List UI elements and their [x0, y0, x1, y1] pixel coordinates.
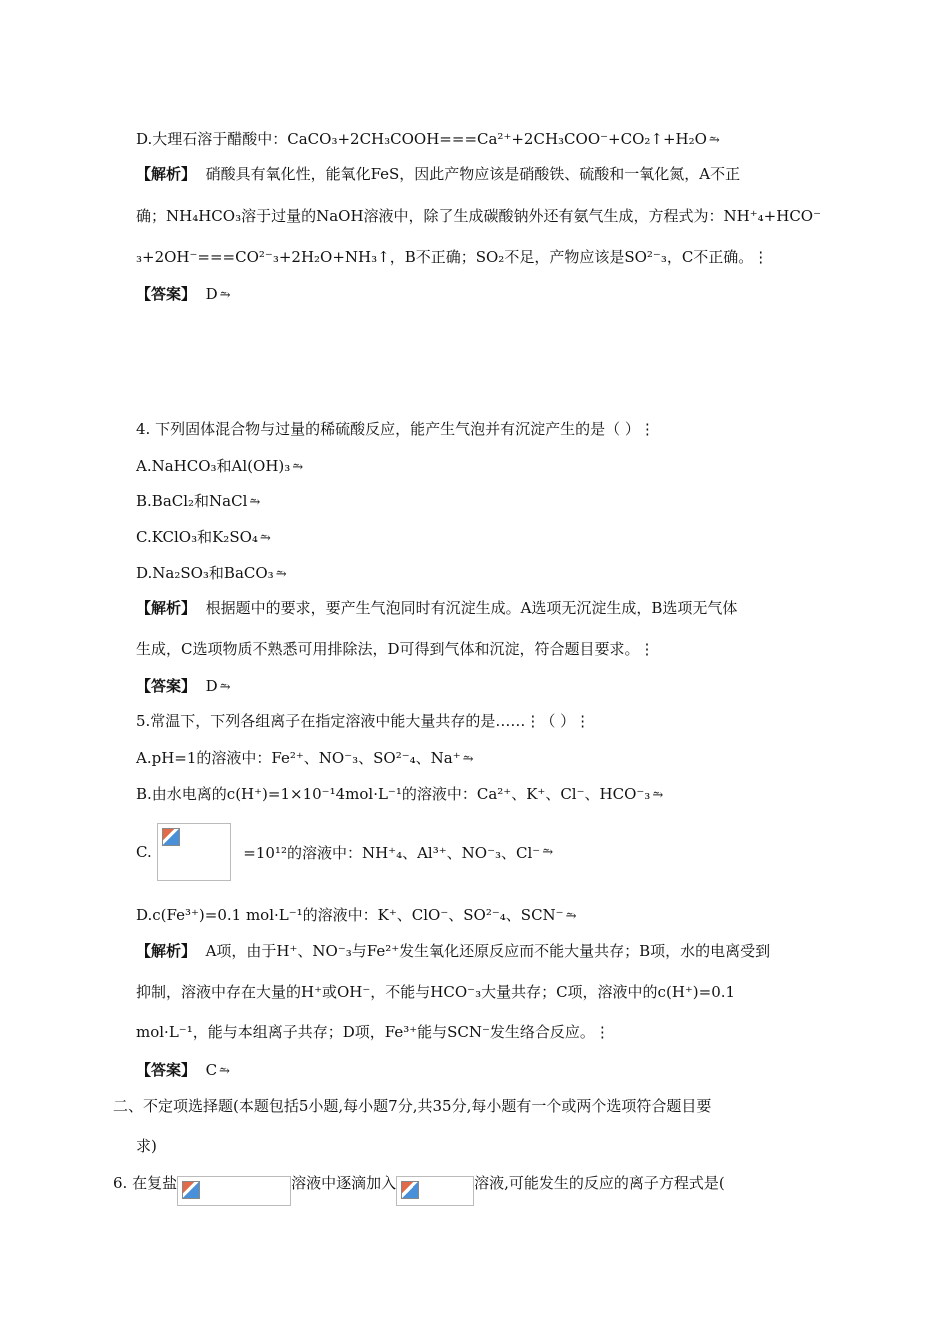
paragraph-mark-icon: ⥲: [249, 495, 261, 510]
paragraph-mark-icon: ⥲: [565, 909, 577, 924]
q4-option-c: C.KClO₃和K₂SO₄ ⥲: [136, 528, 271, 546]
q4-answer: 【答案】 D ⥲: [136, 677, 231, 695]
q4-option-a: A.NaHCO₃和Al(OH)₃ ⥲: [136, 457, 304, 475]
q3-analysis-line-2: 确；NH₄HCO₃溶于过量的NaOH溶液中，除了生成碳酸钠外还有氨气生成，方程式为：NH⁺₄+HCO⁻: [136, 207, 822, 225]
q5-answer: 【答案】 C ⥲: [136, 1061, 230, 1079]
q5-option-b: B.由水电离的c(H⁺)=1×10⁻¹4mol·L⁻¹的溶液中：Ca²⁺、K⁺、Cl⁻、HCO⁻₃ ⥲: [136, 785, 664, 803]
q4-option-d: D.Na₂SO₃和BaCO₃ ⥲: [136, 564, 287, 582]
q3-analysis-line-3: ₃+2OH⁻===CO²⁻₃+2H₂O+NH₃↑，B不正确；SO₂不足，产物应该是SO²⁻₃，C不正确。⋮: [136, 248, 769, 266]
answer-label: 【答案】: [136, 285, 197, 303]
paragraph-mark-icon: ⥲: [259, 531, 271, 546]
q4-analysis-line-1: 【解析】 根据题中的要求，要产生气泡同时有沉淀生成。A选项无沉淀生成，B选项无气体: [136, 599, 738, 617]
q5-option-d: D.c(Fe³⁺)=0.1 mol·L⁻¹的溶液中：K⁺、ClO⁻、SO²⁻₄、SCN⁻ ⥲: [136, 906, 577, 924]
q5-stem: 5.常温下，下列各组离子在指定溶液中能大量共存的是……⋮（ ）⋮: [136, 712, 591, 730]
paragraph-mark-icon: ⥲: [542, 844, 554, 860]
q4-stem: 4. 下列固体混合物与过量的稀硫酸反应，能产生气泡并有沉淀产生的是（ ）⋮: [136, 420, 655, 438]
answer-label: 【答案】: [136, 1061, 197, 1079]
paragraph-mark-icon: ⥲: [708, 133, 720, 148]
q3-analysis-line-1: 【解析】 硝酸具有氧化性，能氧化FeS，因此产物应该是硝酸铁、硫酸和一氧化氮，A不正: [136, 165, 741, 183]
q5-option-c: C. =10¹²的溶液中：NH⁺₄、Al³⁺、NO⁻₃、Cl⁻ ⥲: [136, 823, 553, 881]
formula-image-placeholder-icon: [157, 823, 231, 881]
section-2-heading-cont: 求): [136, 1137, 157, 1155]
analysis-label: 【解析】: [136, 599, 197, 617]
q3-option-d: D.大理石溶于醋酸中：CaCO₃+2CH₃COOH===Ca²⁺+2CH₃COO⁻+CO₂↑+H₂O ⥲: [136, 130, 720, 148]
q5-analysis-line-3: mol·L⁻¹，能与本组离子共存；D项，Fe³⁺能与SCN⁻发生络合反应。⋮: [136, 1023, 610, 1041]
paragraph-mark-icon: ⥲: [219, 288, 231, 303]
analysis-label: 【解析】: [136, 165, 197, 183]
paragraph-mark-icon: ⥲: [275, 567, 287, 582]
q4-option-b: B.BaCl₂和NaCl ⥲: [136, 492, 261, 510]
paragraph-mark-icon: ⥲: [219, 1064, 230, 1079]
paragraph-mark-icon: ⥲: [462, 752, 474, 767]
paragraph-mark-icon: ⥲: [652, 788, 664, 803]
formula-image-placeholder-icon: [396, 1176, 474, 1206]
formula-image-placeholder-icon: [177, 1176, 291, 1206]
q5-analysis-line-1: 【解析】 A项，由于H⁺、NO⁻₃与Fe²⁺发生氧化还原反应而不能大量共存；B项，水的电离受到: [136, 942, 771, 960]
q6-stem: 6. 在复盐 溶液中逐滴加入 溶液,可能发生的反应的离子方程式是(: [113, 1172, 725, 1206]
section-2-heading: 二、不定项选择题(本题包括5小题,每小题7分,共35分,每小题有一个或两个选项符合题目要: [113, 1097, 712, 1115]
answer-label: 【答案】: [136, 677, 197, 695]
q4-analysis-line-2: 生成，C选项物质不熟悉可用排除法，D可得到气体和沉淀，符合题目要求。⋮: [136, 640, 655, 658]
paragraph-mark-icon: ⥲: [219, 680, 231, 695]
paragraph-mark-icon: ⥲: [292, 460, 304, 475]
q5-analysis-line-2: 抑制，溶液中存在大量的H⁺或OH⁻，不能与HCO⁻₃大量共存；C项，溶液中的c(H⁺)=0.1: [136, 983, 736, 1001]
analysis-label: 【解析】: [136, 942, 197, 960]
q3-answer: 【答案】 D ⥲: [136, 285, 231, 303]
q5-option-a: A.pH=1的溶液中：Fe²⁺、NO⁻₃、SO²⁻₄、Na⁺ ⥲: [136, 749, 474, 767]
